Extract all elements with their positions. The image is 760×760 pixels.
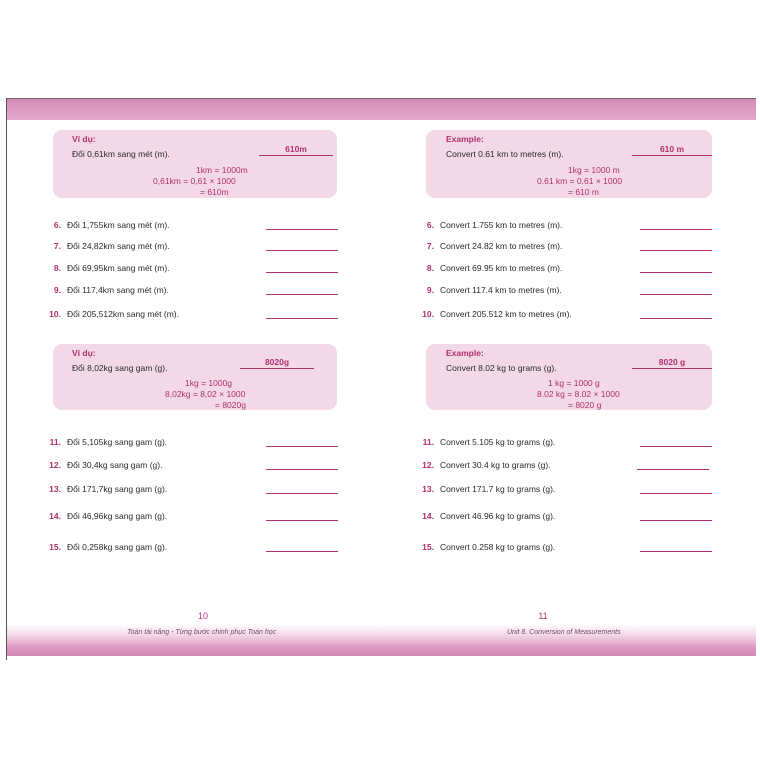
- example-prompt: Convert 8.02 kg to grams (g).: [446, 363, 557, 373]
- question-text: Convert 30.4 kg to grams (g).: [440, 460, 551, 470]
- answer-line: [240, 368, 314, 369]
- page-number-left: 10: [197, 611, 208, 621]
- question-text: Đổi 117,4km sang mét (m).: [67, 285, 169, 295]
- question-text: Convert 0.258 kg to grams (g).: [440, 542, 556, 552]
- example-box-mass: [426, 344, 712, 410]
- question-text: Đổi 1,755km sang mét (m).: [67, 220, 170, 230]
- left-page: [7, 98, 381, 658]
- question-number: 6.: [426, 220, 434, 230]
- question-number: 10.: [49, 309, 61, 319]
- example-prompt: Đổi 8,02kg sang gam (g).: [72, 363, 168, 373]
- answer-blank[interactable]: [266, 272, 338, 273]
- answer-blank[interactable]: [640, 493, 712, 494]
- question-text: Đổi 171,7kg sang gam (g).: [67, 484, 168, 494]
- bottom-band: [7, 624, 756, 656]
- example-prompt: Convert 0.61 km to metres (m).: [446, 149, 564, 159]
- question-number: 9.: [426, 285, 434, 295]
- example-step: 1 kg = 1000 g: [548, 378, 600, 388]
- answer-line: [259, 155, 333, 156]
- example-heading: Example:: [446, 348, 484, 358]
- example-step: 1km = 1000m: [196, 165, 248, 175]
- answer-blank[interactable]: [266, 318, 338, 319]
- page-footer-left: Toán tài năng - Từng bước chinh phục Toán học: [127, 629, 277, 636]
- question-number: 15.: [49, 542, 61, 552]
- answer-blank[interactable]: [640, 272, 712, 273]
- page-footer-right: Unit 8. Conversion of Measurements: [507, 629, 621, 636]
- book-spread: [7, 98, 756, 658]
- question-number: 7.: [426, 241, 434, 251]
- question-number: 11.: [422, 437, 434, 447]
- question-text: Đổi 46,96kg sang gam (g).: [67, 511, 168, 521]
- question-number: 7.: [53, 241, 61, 251]
- question-text: Đổi 0,258kg sang gam (g).: [67, 542, 168, 552]
- answer-blank[interactable]: [640, 294, 712, 295]
- question-number: 8.: [426, 263, 434, 273]
- answer-blank[interactable]: [640, 318, 712, 319]
- question-text: Đổi 24,82km sang mét (m).: [67, 241, 170, 251]
- example-heading: Example:: [446, 134, 484, 144]
- example-prompt: Đổi 0,61km sang mét (m).: [72, 149, 170, 159]
- example-answer: 610 m: [659, 144, 685, 154]
- example-step: 0.61 km = 0.61 × 1000: [537, 176, 623, 186]
- example-box-length: [426, 130, 712, 198]
- right-page: [382, 98, 756, 658]
- page-number-right: 11: [538, 611, 548, 621]
- example-answer: 8020g: [264, 357, 290, 367]
- question-number: 12.: [422, 460, 434, 470]
- answer-blank[interactable]: [640, 229, 712, 230]
- example-step: 0,61km = 0,61 × 1000: [153, 176, 236, 186]
- question-number: 13.: [422, 484, 434, 494]
- question-text: Đổi 205,512km sang mét (m).: [67, 309, 179, 319]
- answer-blank[interactable]: [266, 229, 338, 230]
- question-number: 13.: [49, 484, 61, 494]
- question-number: 6.: [53, 220, 61, 230]
- question-number: 12.: [49, 460, 61, 470]
- question-text: Đổi 5,105kg sang gam (g).: [67, 437, 168, 447]
- question-number: 10.: [422, 309, 434, 319]
- answer-blank[interactable]: [266, 520, 338, 521]
- question-text: Đổi 69,95km sang mét (m).: [67, 263, 170, 273]
- question-text: Convert 24.82 km to metres (m).: [440, 241, 563, 251]
- example-step: = 610m: [200, 187, 229, 197]
- example-heading: Ví dụ:: [72, 134, 96, 144]
- example-box-mass: [53, 344, 337, 410]
- question-text: Convert 46.96 kg to grams (g).: [440, 511, 556, 521]
- question-number: 14.: [422, 511, 434, 521]
- answer-blank[interactable]: [640, 520, 712, 521]
- question-text: Convert 205.512 km to metres (m).: [440, 309, 572, 319]
- question-text: Đổi 30,4kg sang gam (g).: [67, 460, 163, 470]
- answer-blank[interactable]: [266, 294, 338, 295]
- example-step: 8.02 kg = 8.02 × 1000: [537, 389, 620, 399]
- question-number: 11.: [49, 437, 61, 447]
- answer-blank[interactable]: [640, 446, 712, 447]
- question-text: Convert 69.95 km to metres (m).: [440, 263, 563, 273]
- answer-blank[interactable]: [640, 551, 712, 552]
- question-text: Convert 171.7 kg to grams (g).: [440, 484, 556, 494]
- example-answer: 8020 g: [658, 357, 686, 367]
- example-step: 1kg = 1000g: [185, 378, 233, 388]
- answer-blank[interactable]: [266, 250, 338, 251]
- example-step: = 8020g: [215, 400, 246, 410]
- answer-blank[interactable]: [266, 469, 338, 470]
- answer-blank[interactable]: [266, 446, 338, 447]
- answer-blank[interactable]: [637, 469, 709, 470]
- question-text: Convert 1.755 km to metres (m).: [440, 220, 563, 230]
- question-number: 9.: [53, 285, 61, 295]
- answer-line: [632, 155, 712, 156]
- example-step: 1kg = 1000 m: [568, 165, 620, 175]
- example-box-length: [53, 130, 337, 198]
- answer-blank[interactable]: [640, 250, 712, 251]
- answer-blank[interactable]: [266, 493, 338, 494]
- example-step: 8,02kg = 8,02 × 1000: [165, 389, 246, 399]
- example-answer: 610m: [285, 144, 307, 154]
- question-number: 14.: [49, 511, 61, 521]
- answer-line: [632, 368, 712, 369]
- example-step: = 8020 g: [568, 400, 602, 410]
- question-number: 8.: [53, 263, 61, 273]
- question-number: 15.: [422, 542, 434, 552]
- question-text: Convert 117.4 km to metres (m).: [440, 285, 562, 295]
- example-heading: Ví dụ:: [72, 348, 96, 358]
- example-step: = 610 m: [568, 187, 599, 197]
- question-text: Convert 5.105 kg to grams (g).: [440, 437, 556, 447]
- answer-blank[interactable]: [266, 551, 338, 552]
